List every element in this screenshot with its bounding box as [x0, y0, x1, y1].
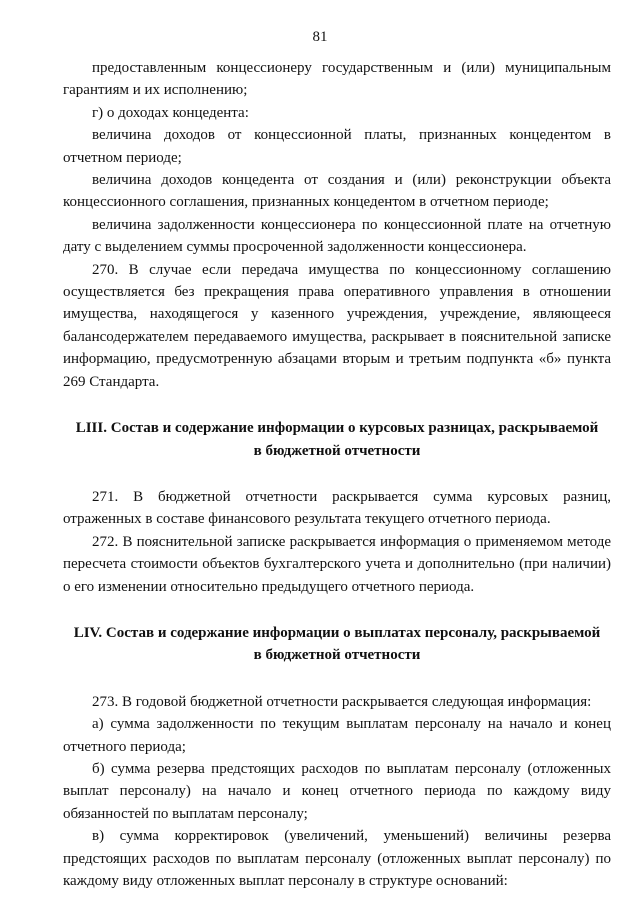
- paragraph-debt: величина задолженности концессионера по концессионной плате на отчетную дату с выделением суммы просроченной задолженности концессионера.: [63, 216, 611, 256]
- paragraph-273-a: а) сумма задолженности по текущим выплатам персоналу на начало и конец отчетного периода;: [63, 716, 611, 755]
- paragraph-guarantees: предоставленным концессионеру государственным и (или) муниципальным гарантиям и их исполнению;: [63, 60, 611, 99]
- section-heading-liii-line2: в бюджетной отчетности: [253, 442, 421, 459]
- paragraph-273-v: в) сумма корректировок (увеличений, уменьшений) величины резерва предстоящих расходов по выплатам персоналу (отложенных выплат персоналу) по каждому виду отложенных выплат персоналу в структуре оснований:: [63, 828, 611, 889]
- section-heading-liv-line2: в бюджетной отчетности: [253, 647, 421, 664]
- page-number: 81: [312, 29, 328, 45]
- section-heading-liii: [63, 417, 611, 462]
- document-body: [63, 57, 611, 892]
- paragraph-272: 272. В пояснительной записке раскрывается информация о применяемом методе пересчета стоимости объектов бухгалтерского учета и дополнительно (при наличии) о его изменении относительно предыдущего отчетного периода.: [63, 533, 611, 595]
- section-heading-liv: [63, 622, 611, 667]
- paragraph-273-b: б) сумма резерва предстоящих расходов по выплатам персоналу (отложенных выплат персоналу) на начало и конец отчетного периода по каждому виду обязанностей по выплатам персоналу;: [63, 760, 611, 822]
- section-heading-liv-line1: LIV. Состав и содержание информации о выплатах персоналу, раскрываемой: [73, 624, 601, 641]
- section-heading-liii-line1: LIII. Состав и содержание информации о курсовых разницах, раскрываемой: [75, 420, 599, 437]
- paragraph-271: 271. В бюджетной отчетности раскрывается сумма курсовых разниц, отраженных в составе финансового результата текущего отчетного периода.: [63, 488, 611, 528]
- paragraph-270: 270. В случае если передача имущества по концессионному соглашению осуществляется без прекращения права оперативного управления в отношении имущества, находящегося у казенного учреждения, учреждение, являющееся балансодержателем передаваемого имущества, раскрывает в пояснительной записке информацию, предусмотренную абзацами вторым и третьим подпункта «б» пункта 269 Стандарта.: [63, 261, 611, 390]
- paragraph-273: 273. В годовой бюджетной отчетности раскрывается следующая информация:: [92, 693, 592, 710]
- paragraph-construction-income: величина доходов концедента от создания и (или) реконструкции объекта концессионного соглашения, признанных концедентом в отчетном периоде;: [63, 172, 611, 211]
- paragraph-income-heading: г) о доходах концедента:: [92, 104, 249, 121]
- paragraph-concession-fee-income: величина доходов от концессионной платы, признанных концедентом в отчетном периоде;: [63, 127, 611, 166]
